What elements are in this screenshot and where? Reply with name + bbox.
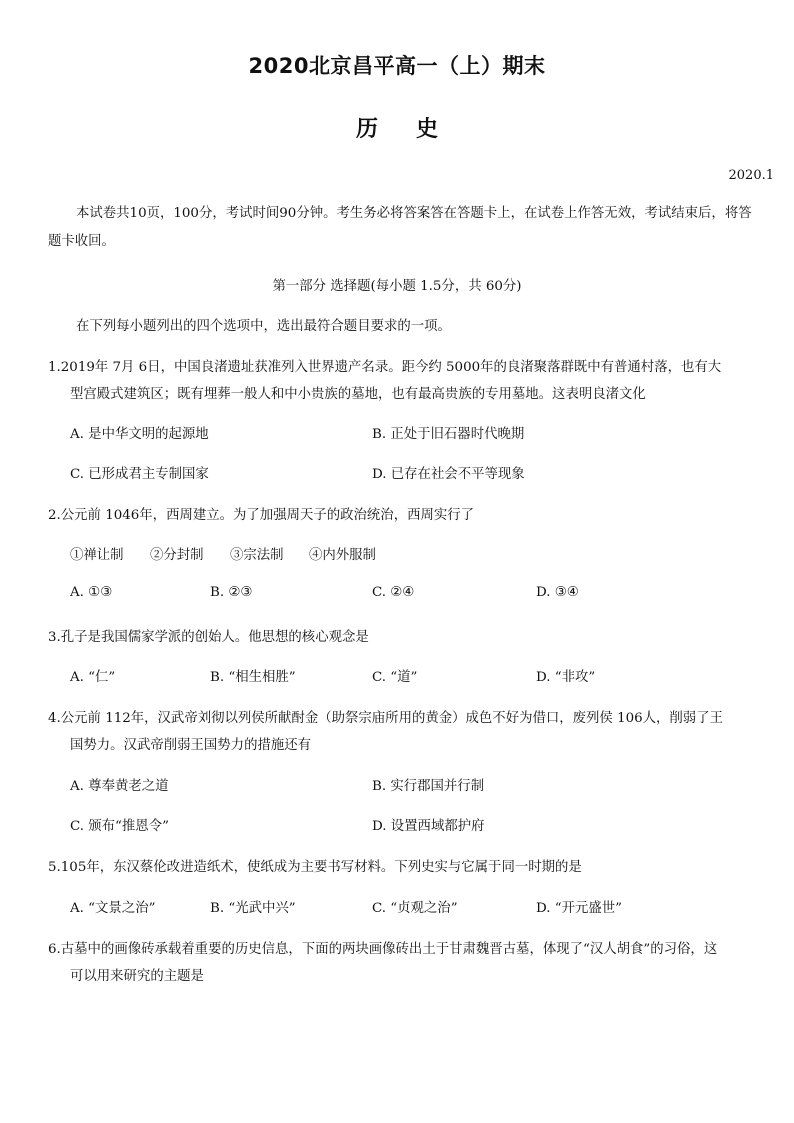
question-6-stem-line2: 可以用来研究的主题是 xyxy=(70,969,204,984)
question-1-stem-line2: 型宫殿式建筑区；既有埋葬一般人和中小贵族的墓地，也有最高贵族的专用墓地。这表明良渚文化 xyxy=(70,387,646,402)
question-1-option-a: A. 是中华文明的起源地 xyxy=(70,427,209,442)
question-2-option-b: B. ②③ xyxy=(210,585,253,600)
page-title: 2020北京昌平高一（上）期末 xyxy=(248,54,546,78)
question-4-option-c: C. 颁布“推恩令” xyxy=(70,819,169,834)
question-1-option-b: B. 正处于旧石器时代晚期 xyxy=(372,427,525,442)
question-5-option-d: D. “开元盛世” xyxy=(536,901,623,916)
question-2-item-3: ③宗法制 xyxy=(230,548,284,563)
question-2-option-c: C. ②④ xyxy=(372,585,415,600)
question-4-option-b: B. 实行郡国并行制 xyxy=(372,779,485,794)
instructions: 本试卷共10页，100分，考试时间90分钟。考生务必将答案答在答题卡上，在试卷上作答无效，考试结束后，将答题卡收回。 xyxy=(48,206,752,249)
question-4-stem-line1: 4.公元前 112年，汉武帝刘彻以列侯所献酎金（助祭宗庙所用的黄金）成色不好为借口，废列侯 106人，削弱了王 xyxy=(48,711,723,726)
question-1-option-c: C. 已形成君主专制国家 xyxy=(70,467,209,482)
question-5-option-a: A. “文景之治” xyxy=(70,901,156,916)
question-3-option-b: B. “相生相胜” xyxy=(210,670,296,685)
subject-title: 历史 xyxy=(355,117,476,142)
question-2-item-2: ②分封制 xyxy=(150,548,204,563)
question-1-option-d: D. 已存在社会不平等现象 xyxy=(372,467,525,482)
question-6-stem-line1: 6.古墓中的画像砖承载着重要的历史信息，下面的两块画像砖出土于甘肃魏晋古墓，体现了“汉人胡食”的习俗，这 xyxy=(48,942,718,957)
question-1-stem-line1: 1.2019年 7月 6日，中国良渚遗址获准列入世界遗产名录。距今约 5000年的良渚聚落群既中有普通村落，也有大 xyxy=(48,360,722,375)
question-2-option-a: A. ①③ xyxy=(70,585,113,600)
question-5-option-b: B. “光武中兴” xyxy=(210,901,296,916)
question-2-item-1: ①禅让制 xyxy=(70,548,124,563)
question-3-option-c: C. “道” xyxy=(372,670,418,685)
question-4-option-a: A. 尊奉黄老之道 xyxy=(70,779,169,794)
question-3-option-a: A. “仁” xyxy=(70,670,116,685)
exam-date: 2020.1 xyxy=(728,168,774,183)
question-5-option-c: C. “贞观之治” xyxy=(372,901,458,916)
question-2-stem-line1: 2.公元前 1046年，西周建立。为了加强周天子的政治统治，西周实行了 xyxy=(48,508,475,523)
section-direction: 在下列每小题列出的四个选项中，选出最符合题目要求的一项。 xyxy=(76,319,451,334)
question-4-stem-line2: 国势力。汉武帝削弱王国势力的措施还有 xyxy=(70,738,312,753)
question-2-option-d: D. ③④ xyxy=(536,585,579,600)
question-3-stem-line1: 3.孔子是我国儒家学派的创始人。他思想的核心观念是 xyxy=(48,630,369,645)
question-2-item-4: ④内外服制 xyxy=(309,548,376,563)
question-3-option-d: D. “非攻” xyxy=(536,670,596,685)
question-5-stem-line1: 5.105年，东汉蔡伦改进造纸术，使纸成为主要书写材料。下列史实与它属于同一时期的是 xyxy=(48,860,582,875)
question-4-option-d: D. 设置西域都护府 xyxy=(372,819,485,834)
section-heading: 第一部分 选择题(每小题 1.5分，共 60分) xyxy=(272,279,522,294)
